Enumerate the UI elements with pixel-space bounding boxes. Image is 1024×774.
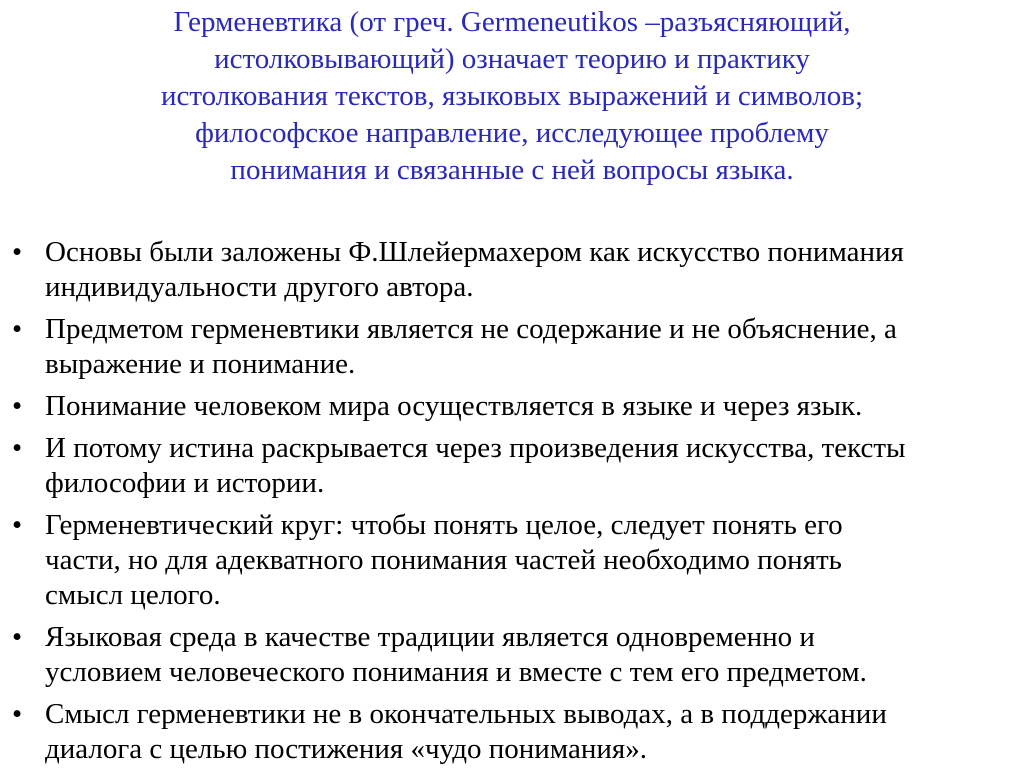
- bullet-text-line: философии и истории.: [45, 467, 325, 499]
- bullet-text-line: Смысл герменевтики не в окончательных выводах, а в поддержании: [45, 698, 887, 730]
- bullet-text-line: части, но для адекватного понимания частей необходимо понять: [45, 544, 842, 576]
- bullet-text-line: Предметом герменевтики является не содержание и не объяснение, а: [45, 313, 897, 345]
- bullet-text-line: Языковая среда в качестве традиции является одновременно и: [45, 621, 815, 653]
- title-line: понимания и связанные с ней вопросы языка.: [230, 154, 794, 186]
- bullet-icon: •: [12, 509, 23, 541]
- title-line: истолковывающий) означает теорию и практику: [214, 43, 810, 75]
- bullet-item: [12, 312, 1012, 382]
- bullet-text-line: условием человеческого понимания и вместе с тем его предметом.: [45, 656, 867, 688]
- title-line: Герменевтика (от греч. Germeneutikos –разъясняющий,: [173, 6, 851, 38]
- bullet-text-line: диалога с целью постижения «чудо понимания».: [45, 733, 647, 765]
- bullet-item: [12, 235, 1012, 305]
- bullet-text-line: смысл целого.: [45, 579, 221, 611]
- bullet-item: [12, 389, 1012, 424]
- bullet-icon: •: [12, 313, 23, 345]
- title-line: философское направление, исследующее проблему: [195, 117, 829, 149]
- bullet-icon: •: [12, 390, 23, 422]
- bullet-text-line: Основы были заложены Ф.Шлейермахером как искусство понимания: [45, 236, 904, 268]
- bullet-list: [12, 235, 1012, 774]
- bullet-icon: •: [12, 236, 23, 268]
- slide-title: [40, 4, 984, 189]
- bullet-icon: •: [12, 621, 23, 653]
- bullet-text-line: индивидуальности другого автора.: [45, 271, 474, 303]
- bullet-text-line: Понимание человеком мира осуществляется в языке и через язык.: [45, 390, 863, 422]
- bullet-text-line: Герменевтический круг: чтобы понять целое, следует понять его: [45, 509, 843, 541]
- bullet-item: [12, 620, 1012, 690]
- title-line: истолкования текстов, языковых выражений и символов;: [160, 80, 864, 112]
- bullet-item: [12, 431, 1012, 501]
- bullet-icon: •: [12, 698, 23, 730]
- bullet-icon: •: [12, 432, 23, 464]
- bullet-text-line: выражение и понимание.: [45, 348, 356, 380]
- bullet-item: [12, 508, 1012, 613]
- bullet-item: [12, 697, 1012, 767]
- bullet-text-line: И потому истина раскрывается через произведения искусства, тексты: [45, 432, 906, 464]
